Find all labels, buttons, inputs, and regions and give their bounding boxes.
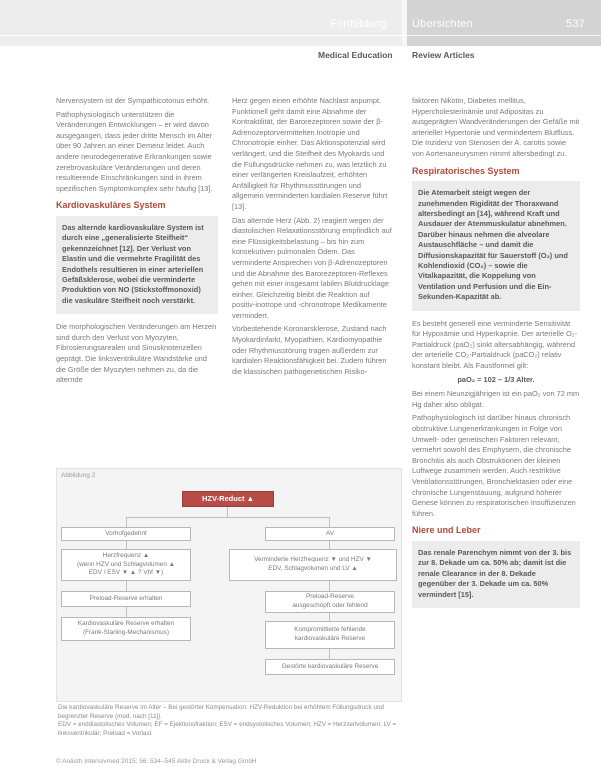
header-type: Übersichten [412, 18, 473, 30]
col3-summary-box-respiratory: Die Atemarbeit steigt wegen der zunehmenden Rigidität der Thoraxwand altersbedingt an [14], während Kraft und Ausdauer der Atemmuskulatur abnehmen. Darüber hinaus nehmen die alveolare Austauschfläche – und damit die Diffusionskapazität für Sauerstoff (O₂) und Kohlendioxid (CO₂) – sowie die Vitalkapazität, die Koppelung von Ventilation und Perfusion und die Ein-Sekunden-Kapazität ab. [412, 181, 580, 310]
col3-paragraph-3: Bei einem Neunzigjährigen ist ein paO₂ von 72 mm Hg daher also obligat. [412, 389, 580, 409]
connector [329, 649, 330, 659]
column-1 [56, 96, 218, 389]
column-3 [412, 96, 580, 616]
header-bar [0, 0, 601, 46]
section-heading-kidney-liver: Niere und Leber [412, 525, 481, 536]
connector [126, 517, 329, 518]
col3-paragraph-2: Es besteht generell eine verminderte Sensitivität für Hypoxämie und Hyperkapnie. Der arterielle O₂-Partialdruck (paO₂) sinkt altersabhängig, während der arterielle CO₂-Partialdruck (paCO₂) relativ konstant bleibt. Als Faustformel gilt: [412, 318, 578, 370]
connector [329, 541, 330, 549]
col2-paragraph-2: Das alternde Herz (Abb. 2) reagiert wegen der diastolischen Relaxationsstörung empfindlich auf eine Flüssigkeitsbelastung – bis hin zum konsekutiven pulmonalen Ödem. Das verminderte Ansprechen von β-Adrenozeptoren und die Abnahme des Barorezeptoren-Reflexes gehen mit einer insgesamt labilen Blutdrucklage einher. Gleichzeitig bleibt die Reaktion auf positiv-inotrope und -chronotrope Medikamente vermindert. [232, 215, 392, 320]
connector [329, 517, 330, 527]
connector [126, 607, 127, 617]
connector [126, 581, 127, 591]
col1-paragraph-1: Nervensystem ist der Sympathicotonus erhöht. [56, 96, 210, 105]
page-number: 537 [566, 18, 585, 30]
flow-node-final: Gestörte kardiovaskuläre Reserve [265, 659, 395, 675]
flow-node-left-bottom: Kardiovaskuläre Reserve erhalten (Frank-Starling-Mechanismus) [61, 617, 191, 641]
flow-node-left-top: Vorhofgedehnt [61, 527, 191, 541]
connector [126, 541, 127, 549]
col3-summary-box-kidney: Das renale Parenchym nimmt von der 3. bis zur 8. Dekade um ca. 50% ab; damit ist die renale Clearance in der 8. Dekade gegenüber der 3. Dekade um ca. 50% vermindert [15]. [412, 541, 580, 608]
flow-node-right-top: AV [265, 527, 395, 541]
column-2 [232, 96, 394, 380]
figure-caption-text: Die kardiovaskuläre Reserve im Alter – Bei gestörter Kompensation: HZV-Reduktion bei erhöhtem Füllungsdruck und begrenzter Reserve (mod. nach [11]). [58, 704, 384, 720]
flow-node-right-mid: Verminderte Herzfrequenz ▼ und HZV ▼ EDV, Schlagvolumen und LV ▲ [229, 549, 397, 581]
col2-paragraph-1: Herz gegen einen erhöhte Nachlast anpumpt. Funktionell geht damit eine Abnahme der Kontraktilität, der Barorezeptoren sowie der β-Adrenozeptorvermittelten Inotropie und Chronotropie einher. Das Aktionspotenzial wird verlängert, und die Steifheit des Myokards und die Füllungsdrücke nehmen zu, was letztlich zu einer verlängerten Kreislaufzeit, erhöhten Anfälligkeit für Rhythmusstörungen und allgemein verminderten kardialen Reserve führt [13]. [232, 96, 388, 211]
col2-paragraph-3: Vorbestehende Koronarsklerose, Zustand nach Myokardinfarkt, Myopathien, Kardiomyopathie oder Rhythmusstörung tragen außerdem zur kardialen Reaktionsfähigkeit bei. Zudem führen die klassischen pathogenetischen Risiko- [232, 324, 387, 376]
col1-paragraph-2: Pathophysiologisch unterstützen die Veränderungen Entwicklungen – er wird davon ausgegangen, dass jeder dritte Mensch im Alter über 90 Jahren an einer Demenz leidet. Auch andere neurodegenerative Erkrankungen sowie zerebrovaskuläre Veränderungen und deren resultierende Einschränkungen sind in ihrem spezifischen Symptomkomplex sehr häufig [13]. [56, 109, 213, 193]
col1-summary-box: Das alternde kardiovaskuläre System ist durch eine „generalisierte Steifheit“ gekennzeichnet [12]. Der Verlust von Elastin und die vermehrte Fragilität des Endothels resultieren in einer arteriellen Gefäßsklerose, wobei die verminderte Produktion von NO (Stickstoffmonoxid) die vaskuläre Steifheit noch verstärkt. [56, 216, 218, 314]
section-heading-cardiovascular: Kardiovaskuläres System [56, 200, 166, 211]
connector [329, 613, 330, 621]
flow-node-left-mid: Herzfrequenz ▲ (wenn HZV und Schlagvolumen ▲ EDV / ESV ▼ ▲ ? Vhf ▼) [61, 549, 191, 581]
col3-paragraph-4: Pathophysiologisch ist darüber hinaus chronisch obstruktive Lungenerkrankungen in Folge von Umwelt- oder genetischen Faktoren relevant, vermehrt sowohl des Emphysem, die chronische Bronchitis als auch Obstruktionen der kleinen Luftwege zusammen werden. Auch restriktive Ventilationsstörungen, Bronchiektasien oder eine chronische Lungenstauung, aufgrund höherer Genese können zu respiratorischen Insuffizienzen führen. [412, 413, 576, 518]
figure-flowchart [56, 468, 402, 702]
col1-paragraph-3: Die morphologischen Veränderungen am Herzen sind durch den Verlust von Myozyten, Fibrosierungsarealen und Sinusknotenzellen geprägt. Die linksventrikuläre Wandstärke und die Größe der Myozyten nehmen zu, da die alternde [56, 322, 217, 385]
figure-label: Abbildung 2 [61, 472, 96, 479]
header-rule [0, 35, 601, 36]
connector [227, 507, 228, 517]
connector [329, 581, 330, 591]
col3-paragraph-1: faktoren Nikotin, Diabetes mellitus, Hypercholesterinämie und Adipositas zu ausgeprägten Wandveränderungen der Gefäße mit arterieller Hypertonie und vermindertem Blutfluss. Die Inzidenz von Stenosen der A. carotis sowie von Aortenaneurysmen nimmt altersbedingt zu. [412, 96, 580, 158]
header-section: Fortbildung [330, 18, 388, 30]
flow-node-left-low: Preload-Reserve erhalten [61, 591, 191, 607]
subheader-left: Medical Education [318, 50, 393, 60]
section-heading-respiratory: Respiratorisches System [412, 165, 520, 176]
connector [126, 517, 127, 527]
flow-node-right-low: Preload-Reserve ausgeschöpft oder fehlend [265, 591, 395, 613]
subheader-right: Review Articles [412, 50, 475, 60]
figure-caption-abbreviations: EDV = enddiastolisches Volumen; EF = Ejektionsfraktion; ESV = endsystolisches Volumen; HZV = Herzzeitvolumen; LV = linksventrikulär; Preload = Vorlast [58, 721, 397, 737]
pao2-formula: paO₂ = 102 – 1/3 Alter. [457, 374, 535, 384]
flow-node-hzv-reduction: HZV-Reduct ▲ [182, 491, 274, 507]
page-footer: © Anästh Intensivmed 2015; 56: 534–545 Aktiv Druck & Verlag GmbH [56, 758, 257, 765]
flow-node-right-bottom: Kompromittierte fehlende kardiovaskuläre Reserve [265, 621, 395, 649]
figure-caption [58, 704, 398, 738]
